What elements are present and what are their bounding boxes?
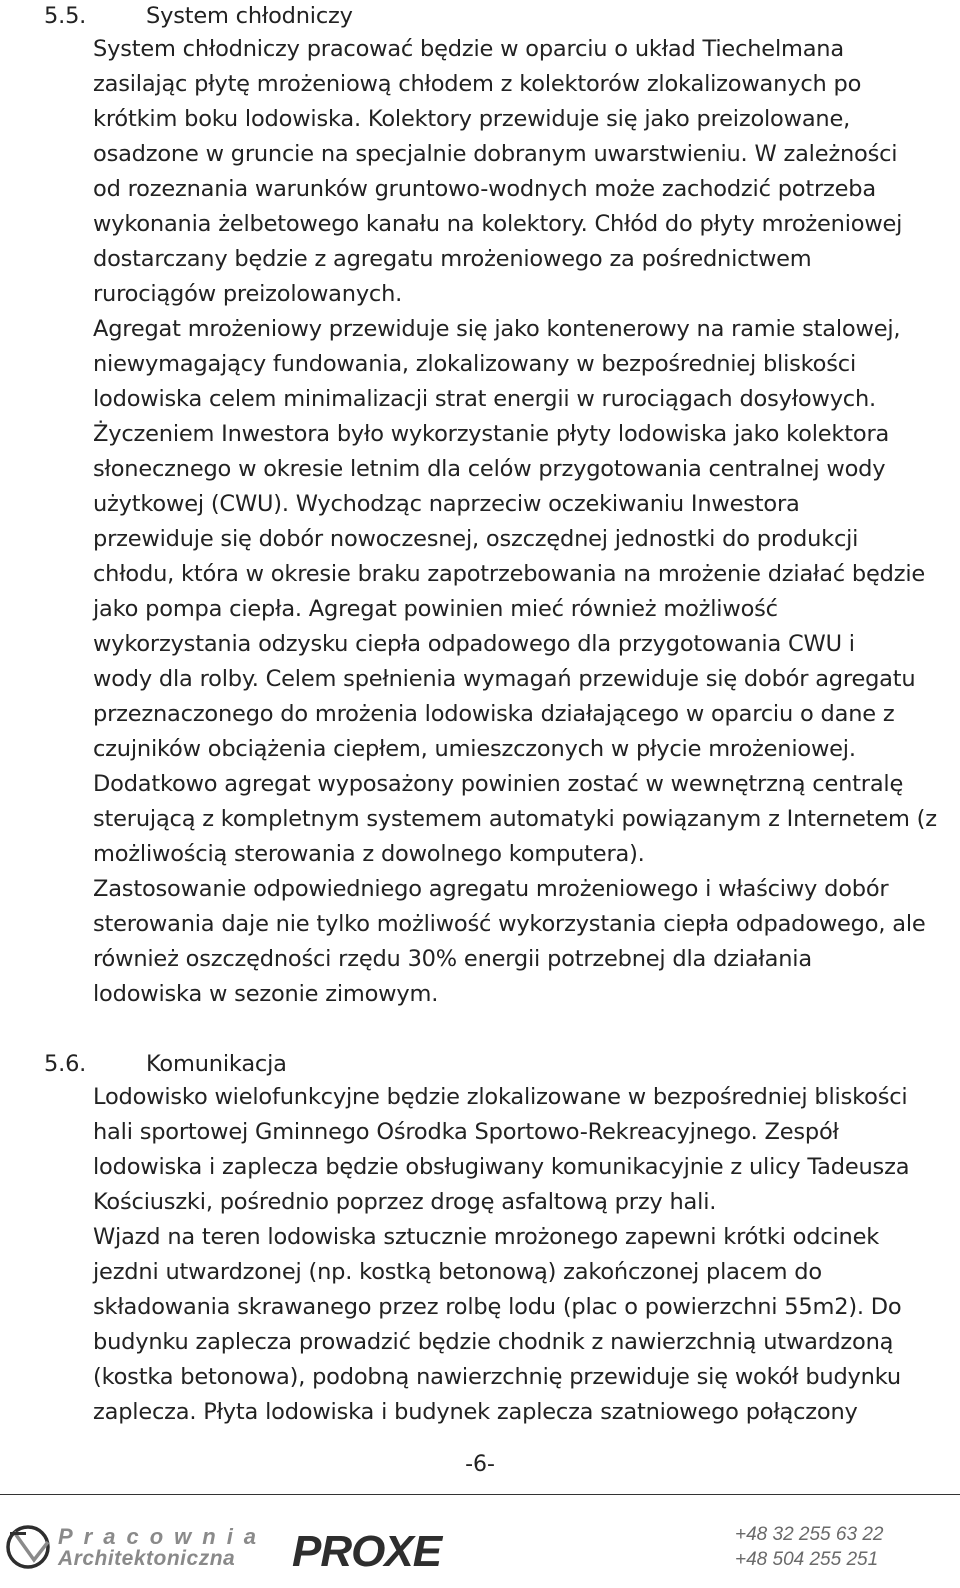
body-line: niewymagający fundowania, zlokalizowany w bezpośredniej bliskości (93, 351, 856, 377)
footer-contact (735, 1522, 883, 1572)
body-line: hali sportowej Gminnego Ośrodka Sportowo-Rekreacyjnego. Zespół (93, 1119, 839, 1145)
body-line: krótkim boku lodowiska. Kolektory przewiduje się jako preizolowane, (93, 106, 851, 132)
body-line: lodowiska w sezonie zimowym. (93, 981, 439, 1007)
body-line: lodowiska celem minimalizacji strat energii w rurociągach dosyłowych. (93, 386, 876, 412)
company-logo (4, 1520, 474, 1582)
body-line: słonecznego w okresie letnim dla celów przygotowania centralnej wody (93, 456, 886, 482)
logo-emblem-icon (8, 1527, 48, 1567)
body-line: Wjazd na teren lodowiska sztucznie mrożonego zapewni krótki odcinek (93, 1224, 880, 1250)
body-line: osadzone w gruncie na specjalnie dobranym uwarstwieniu. W zależności (93, 141, 898, 167)
body-line: System chłodniczy pracować będzie w oparciu o układ Tiechelmana (93, 36, 844, 62)
body-line: Życzeniem Inwestora było wykorzystanie płyty lodowiska jako kolektora (93, 421, 890, 447)
body-line: Lodowisko wielofunkcyjne będzie zlokalizowane w bezpośredniej bliskości (93, 1084, 908, 1110)
phone-number: +48 504 255 251 (735, 1549, 879, 1570)
body-line: od rozeznania warunków gruntowo-wodnych może zachodzić potrzeba (93, 176, 876, 202)
page-number: -6- (465, 1452, 495, 1477)
body-line: użytkowej (CWU). Wychodząc naprzeciw oczekiwaniu Inwestora (93, 491, 800, 517)
body-line: lodowiska i zaplecza będzie obsługiwany komunikacyjnie z ulicy Tadeusza (93, 1154, 910, 1180)
section-heading (44, 1, 353, 31)
body-line: sterującą z kompletnym systemem automatyki powiązanym z Internetem (z (93, 806, 937, 832)
body-line: czujników obciążenia ciepłem, umieszczonych w płycie mrożeniowej. (93, 736, 856, 762)
logo-brand-text: PROXE (292, 1527, 442, 1576)
body-line: chłodu, która w okresie braku zapotrzebowania na mrożenie działać będzie (93, 561, 926, 587)
section-heading (44, 1049, 287, 1079)
logo-line2-text: Architektoniczna (58, 1547, 236, 1570)
body-line: wykorzystania odzysku ciepła odpadowego dla przygotowania CWU i (93, 631, 855, 657)
body-line: wykonania żelbetowego kanału na kolektory. Chłód do płyty mrożeniowej (93, 211, 903, 237)
section-title: System chłodniczy (146, 3, 353, 29)
logo-line1-text: Pracownia (58, 1524, 268, 1549)
footer-divider (0, 1494, 960, 1495)
body-line: również oszczędności rzędu 30% energii potrzebnej dla działania (93, 946, 812, 972)
body-line: (kostka betonowa), podobną nawierzchnię przewiduje się wokół budynku (93, 1364, 901, 1390)
body-line: możliwością sterowania z dowolnego komputera). (93, 841, 645, 867)
body-line: Dodatkowo agregat wyposażony powinien zostać w wewnętrzną centralę (93, 771, 904, 797)
body-line: dostarczany będzie z agregatu mrożeniowego za pośrednictwem (93, 246, 812, 272)
section-title: Komunikacja (146, 1051, 287, 1077)
section-number: 5.5. (44, 3, 87, 29)
body-line: rurociągów preizolowanych. (93, 281, 403, 307)
body-line: składowania skrawanego przez rolbę lodu (plac o powierzchni 55m2). Do (93, 1294, 902, 1320)
body-line: sterowania daje nie tylko możliwość wykorzystania ciepła odpadowego, ale (93, 911, 926, 937)
body-line: Zastosowanie odpowiedniego agregatu mrożeniowego i właściwy dobór (93, 876, 889, 902)
body-line: zaplecza. Płyta lodowiska i budynek zaplecza szatniowego połączony (93, 1399, 858, 1425)
body-line: jezdni utwardzonej (np. kostką betonową) zakończonej placem do (93, 1259, 822, 1285)
body-line: przeznaczonego do mrożenia lodowiska działającego w oparciu o dane z (93, 701, 895, 727)
body-line: przewiduje się dobór nowoczesnej, oszczędnej jednostki do produkcji (93, 526, 859, 552)
body-line: zasilając płytę mrożeniową chłodem z kolektorów zlokalizowanych po (93, 71, 862, 97)
section-body (93, 1080, 909, 1430)
body-line: jako pompa ciepła. Agregat powinien mieć również możliwość (93, 596, 778, 622)
body-line: budynku zaplecza prowadzić będzie chodnik z nawierzchnią utwardzoną (93, 1329, 894, 1355)
section-body (93, 32, 937, 1012)
body-line: wody dla rolby. Celem spełnienia wymagań przewiduje się dobór agregatu (93, 666, 916, 692)
body-line: Kościuszki, pośrednio poprzez drogę asfaltową przy hali. (93, 1189, 717, 1215)
phone-number: +48 32 255 63 22 (735, 1524, 884, 1545)
section-number: 5.6. (44, 1051, 87, 1077)
body-line: Agregat mrożeniowy przewiduje się jako kontenerowy na ramie stalowej, (93, 316, 901, 342)
